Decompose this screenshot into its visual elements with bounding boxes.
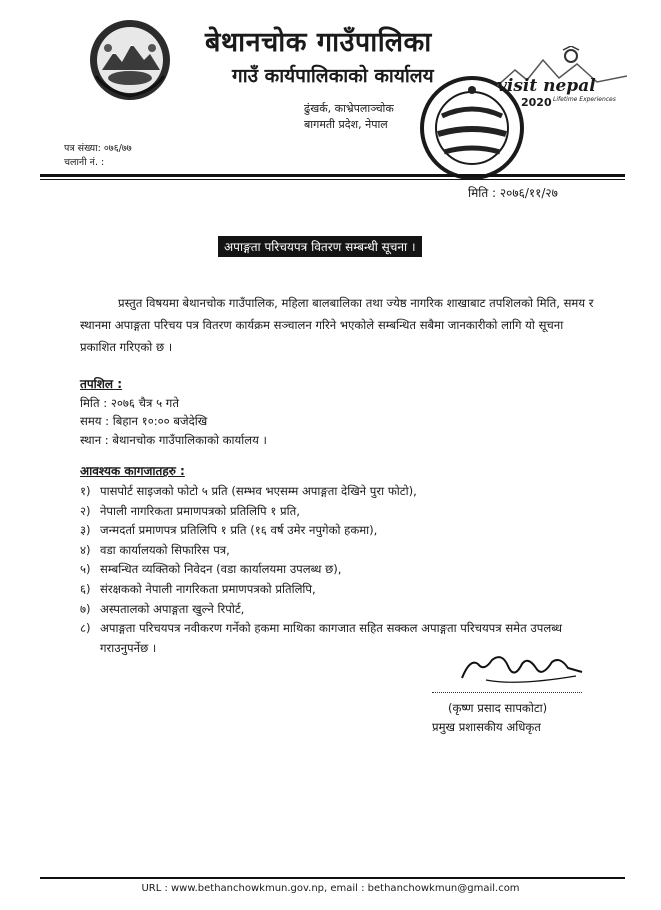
documents-heading: आवश्यक कागजातहरु : (80, 464, 185, 478)
list-item-text: अस्पतालको अपाङ्गता खुल्ने रिपोर्ट, (100, 601, 245, 616)
office-title: बेथानचोक गाउँपालिका (205, 27, 432, 58)
list-item-text: अपाङ्गता परिचयपत्र नवीकरण गर्नेको हकमा माथिका कागजात सहित सक्कल अपाङ्गता परिचयपत्र समेत उपलब्ध गराउनुपर्नेछ । (100, 621, 562, 655)
visit-nepal-logo (497, 46, 627, 114)
list-item-number: ६) (80, 581, 91, 596)
list-item-text: जन्मदर्ता प्रमाणपत्र प्रतिलिपि १ प्रति (१६ वर्ष उमेर नपुगेको हकमा), (100, 523, 378, 538)
list-item (80, 482, 600, 502)
signatory-name: (कृष्ण प्रसाद सापकोटा) (448, 701, 548, 715)
visit-nepal-tagline: Lifetime Experiences (553, 96, 616, 103)
nepal-emblem-icon (88, 18, 172, 102)
list-item-text: नेपाली नागरिकता प्रमाणपत्रको प्रतिलिपि १ प्रति, (100, 503, 300, 518)
notice-subject: अपाङ्गता परिचयपत्र वितरण सम्बन्धी सूचना । (218, 236, 422, 257)
footer-contact: URL : www.bethanchowkmun.gov.np, email : bethanchowkmun@gmail.com (141, 883, 520, 894)
signatory-title: प्रमुख प्रशासकीय अधिकृत (432, 720, 541, 734)
address-line-1: ढुंखर्क, काभ्रेपलाञ्चोक (304, 102, 394, 115)
list-item-number: ७) (80, 601, 91, 616)
list-item-number: १) (80, 484, 91, 498)
list-item (80, 560, 600, 580)
list-item-number: ८) (80, 621, 91, 636)
details-heading: तपशिल : (80, 377, 123, 391)
details-date: मिति : २०७६ चैत्र ५ गते (80, 396, 179, 410)
header-divider-thin (40, 179, 625, 180)
documents-list (80, 482, 600, 658)
list-item-number: ४) (80, 542, 91, 557)
list-item-number: २) (80, 503, 91, 518)
visit-nepal-text: visit nepal (497, 76, 596, 96)
list-item-number: ५) (80, 562, 91, 577)
details-time: समय : बिहान १०:०० बजेदेखि (80, 414, 208, 428)
header-divider (40, 174, 625, 177)
list-item (80, 600, 600, 620)
list-item-number: ३) (80, 523, 91, 538)
signature-icon (456, 650, 586, 690)
list-item-text: वडा कार्यालयको सिफारिस पत्र, (100, 542, 230, 557)
list-item-text: सम्बन्धित व्यक्तिको निवेदन (वडा कार्यालयमा उपलब्ध छ), (100, 562, 342, 577)
list-item (80, 502, 600, 522)
list-item (80, 521, 600, 541)
notice-intro-paragraph: प्रस्तुत विषयमा बेथानचोक गाउँपालिक, महिला बालबालिका तथा ज्येष्ठ नागरिक शाखाबाट तपशिलको मिति, समय र स्थानमा अपाङ्गता परिचय पत्र वितरण कार्यक्रम सञ्चालन गरिने भएकोले सम्बन्धित सबैमा जानकारीको लागि यो सूचना प्रकाशित गरिएको छ । (80, 296, 594, 354)
list-item (80, 541, 600, 561)
office-subtitle: गाउँ कार्यपालिकाको कार्यालय (232, 65, 434, 87)
signature-line (432, 688, 582, 693)
address-line-2: बागमती प्रदेश, नेपाल (304, 118, 388, 131)
dispatch-number: चलानी नं. : (64, 157, 105, 168)
list-item-text: संरक्षकको नेपाली नागरिकता प्रमाणपत्रको प्रतिलिपि, (100, 581, 316, 596)
details-venue: स्थान : बेथानचोक गाउँपालिकाको कार्यालय । (80, 433, 267, 447)
letter-date: मिति : २०७६/११/२७ (468, 186, 558, 200)
list-item (80, 580, 600, 600)
reference-number: पत्र संख्या: ०७६/७७ (64, 143, 132, 154)
visit-nepal-year: 2020 (521, 96, 552, 109)
list-item-text: पासपोर्ट साइजको फोटो ५ प्रति (सम्भव भएसम्म अपाङ्गता देखिने पुरा फोटो), (100, 484, 417, 498)
footer-divider (40, 877, 625, 879)
